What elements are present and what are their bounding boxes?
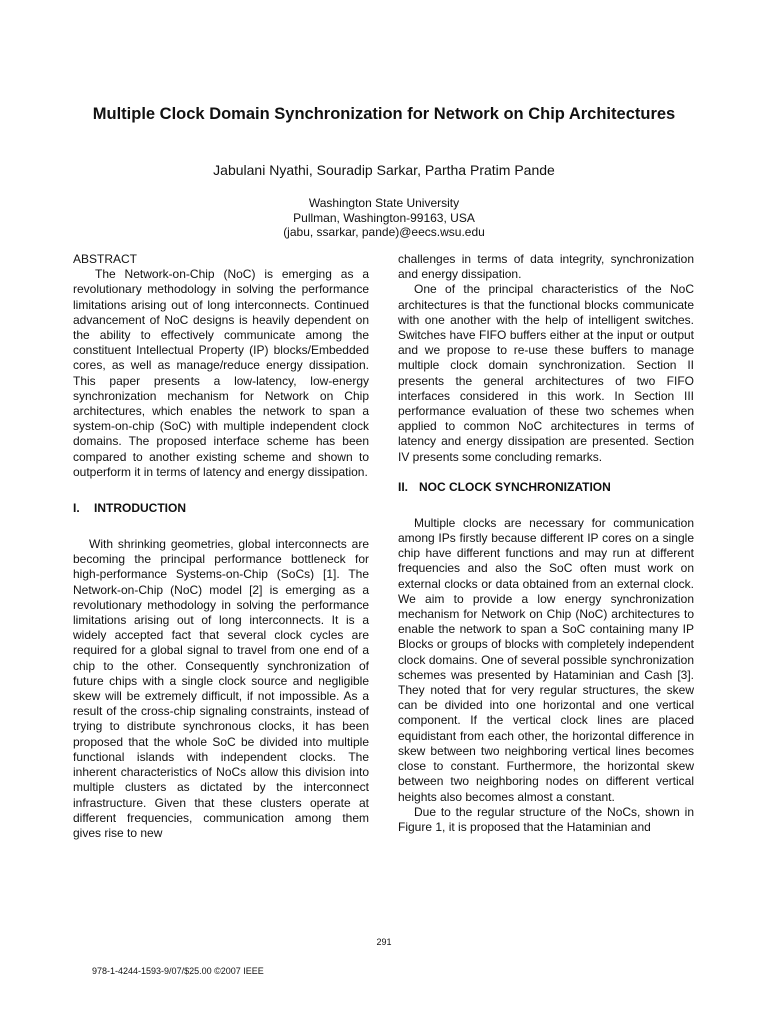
section-number: II.	[398, 479, 409, 494]
copyright-footer: 978-1-4244-1593-9/07/$25.00 ©2007 IEEE	[92, 966, 264, 976]
section-title: NOC CLOCK SYNCHRONIZATION	[419, 479, 611, 494]
section-heading-noc-clock-sync	[398, 480, 694, 495]
left-column	[73, 252, 369, 841]
paper-title: Multiple Clock Domain Synchronization for Network on Chip Architectures	[92, 105, 676, 123]
right-column	[398, 252, 694, 835]
affiliation-location: Pullman, Washington-99163, USA	[293, 210, 475, 225]
section2-paragraph-2: Due to the regular structure of the NoCs, shown in Figure 1, it is proposed that the Hataminian and	[398, 804, 694, 834]
section-number: I.	[73, 501, 80, 516]
section-title: INTRODUCTION	[94, 501, 186, 516]
intro-paragraph-1-continued: challenges in terms of data integrity, synchronization and energy dissipation.	[398, 252, 694, 282]
intro-paragraph-1: With shrinking geometries, global interconnects are becoming the principal performance bottleneck for high-performance Systems-on-Chip (SoCs) [1]. The Network-on-Chip (NoC) model [2] is emerging as a revolutionary methodology in solving the performance limitations arising out of long interconnects. It is a widely accepted fact that several clock cycles are required for a global signal to travel from one end of a chip to the other. Consequently synchronization of future chips with a single clock source and negligible skew will be extremely difficult, if not impossible. As a result of the cross-chip signaling constraints, instead of trying to distribute synchronous clocks, it has been proposed that the whole SoC be divided into multiple functional islands with independent clocks. The inherent characteristics of NoCs allow this division into multiple clusters as dictated by the interconnect infrastructure. Given that these clusters operate at different frequencies, communication among them gives rise to new	[73, 537, 369, 840]
page-number: 291	[376, 937, 392, 947]
paper-authors: Jabulani Nyathi, Souradip Sarkar, Partha Pratim Pande	[213, 162, 555, 178]
section2-paragraph-1: Multiple clocks are necessary for communication among IPs firstly because different IP cores on a single chip have different functions and may run at different frequencies and also the SoC often must work on external clocks or data obtained from an external clock. We aim to provide a low energy synchronization mechanism for Network on Chip (NoC) architectures to enable the network to span a SoC containing many IP Blocks or groups of blocks with completely independent clock domains. One of several possible synchronization schemes was presented by Hataminian and Cash [3]. They noted that for very regular structures, the skew can be divided into one horizontal and one vertical component. If the vertical clock lines are placed equidistant from each other, the horizontal difference in skew between two neighboring vertical lines becomes close to constant. Furthermore, the horizontal skew between two neighboring nodes on different vertical heights also becomes almost a constant.	[398, 515, 694, 804]
abstract-text: The Network-on-Chip (NoC) is emerging as a revolutionary methodology in solving the performance limitations arising out of long interconnects. Continued advancement of NoC designs is heavily dependent on the ability to effectively communicate among the constituent Intellectual Property (IP) blocks/Embedded cores, as well as manage/reduce energy dissipation. This paper presents a low-latency, low-energy synchronization mechanism for Network on Chip architectures, which enables the network to span a system-on-chip (SoC) with multiple independent clock domains. The proposed interface scheme has been compared to another existing scheme and shown to outperform it in terms of latency and energy dissipation.	[73, 267, 369, 479]
section-heading-introduction	[73, 501, 369, 516]
affiliation-emails: (jabu, ssarkar, pande)@eecs.wsu.edu	[283, 225, 485, 239]
intro-paragraph-2: One of the principal characteristics of the NoC architectures is that the functional blocks communicate with one another with the help of intelligent switches. Switches have FIFO buffers either at the input or output and we propose to re-use these buffers to manage multiple clock domain synchronization. Section II presents the general architectures of two FIFO interfaces considered in this work. In Section III performance evaluation of these two schemes when applied to common NoC architectures in terms of latency and energy dissipation are presented. Section IV presents some concluding remarks.	[398, 282, 694, 464]
affiliation	[90, 196, 678, 240]
affiliation-institution: Washington State University	[308, 196, 460, 210]
abstract-heading: ABSTRACT	[73, 252, 138, 266]
